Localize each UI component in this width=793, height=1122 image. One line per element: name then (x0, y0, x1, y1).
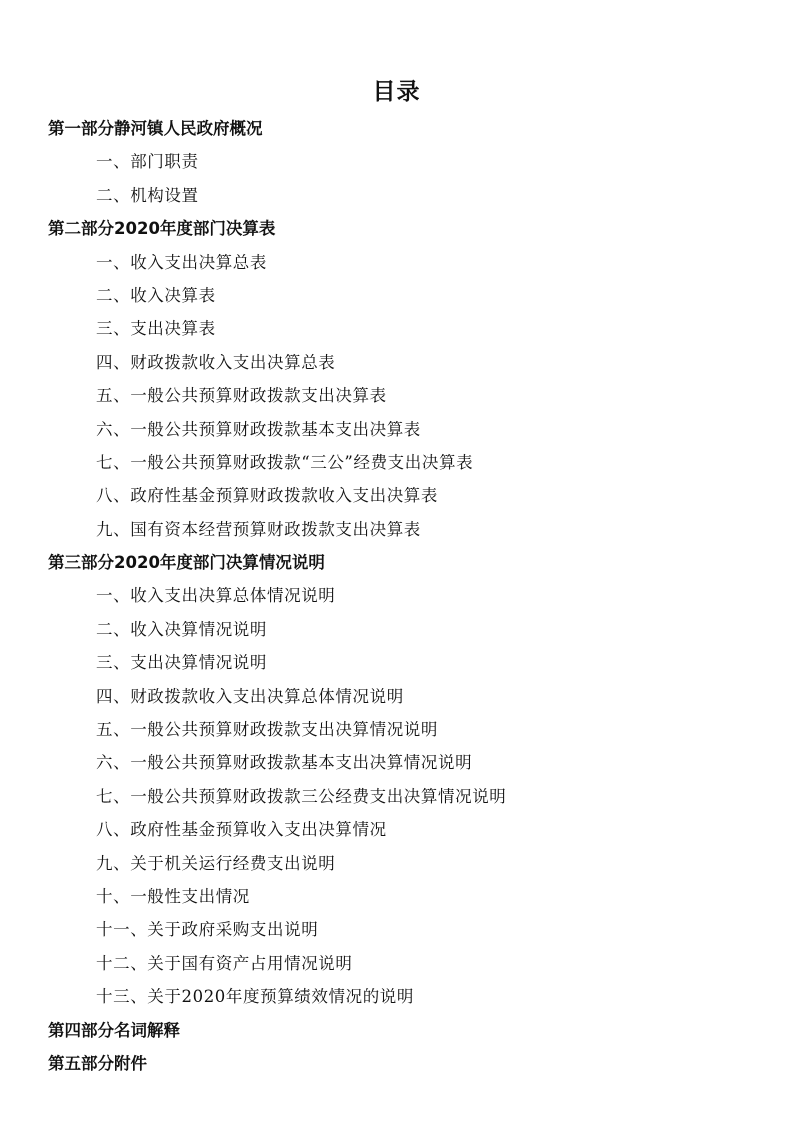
toc-entry: 十二、关于国有资产占用情况说明 (96, 953, 353, 973)
toc-entry: 十三、关于2020年度预算绩效情况的说明 (96, 987, 414, 1007)
toc-part-heading: 第三部分2020年度部门决算情况说明 (48, 553, 325, 573)
toc-entry: 一、收入支出决算总表 (96, 252, 267, 272)
toc-entry: 九、关于机关运行经费支出说明 (96, 853, 336, 873)
toc-entry: 九、国有资本经营预算财政拨款支出决算表 (96, 519, 421, 539)
toc-entry: 一、部门职责 (96, 152, 199, 172)
toc-part-heading: 第四部分名词解释 (48, 1020, 180, 1040)
toc-entry: 六、一般公共预算财政拨款基本支出决算表 (96, 419, 421, 439)
toc-entry: 三、支出决算情况说明 (96, 653, 267, 673)
toc-entry: 四、财政拨款收入支出决算总体情况说明 (96, 686, 404, 706)
toc-entry: 六、一般公共预算财政拨款基本支出决算情况说明 (96, 753, 473, 773)
toc-entry: 五、一般公共预算财政拨款支出决算表 (96, 386, 387, 406)
toc-entry: 二、收入决算情况说明 (96, 619, 267, 639)
toc-entry: 四、财政拨款收入支出决算总表 (96, 352, 336, 372)
table-of-contents (0, 112, 793, 1080)
toc-entry: 十一、关于政府采购支出说明 (96, 920, 319, 940)
toc-entry: 八、政府性基金预算财政拨款收入支出决算表 (96, 486, 438, 506)
toc-part-heading: 第二部分2020年度部门决算表 (48, 219, 276, 239)
toc-entry: 三、支出决算表 (96, 319, 216, 339)
toc-entry: 七、一般公共预算财政拨款“三公”经费支出决算表 (96, 452, 474, 472)
toc-part-heading: 第一部分静河镇人民政府概况 (48, 119, 263, 138)
toc-part-heading: 第五部分附件 (48, 1053, 147, 1073)
toc-entry: 八、政府性基金预算收入支出决算情况 (96, 820, 387, 840)
toc-entry: 五、一般公共预算财政拨款支出决算情况说明 (96, 720, 438, 740)
toc-entry: 二、机构设置 (96, 185, 199, 205)
toc-entry: 一、收入支出决算总体情况说明 (96, 586, 336, 606)
toc-entry: 十、一般性支出情况 (96, 886, 250, 906)
toc-entry: 七、一般公共预算财政拨款三公经费支出决算情况说明 (96, 786, 507, 806)
toc-entry: 二、收入决算表 (96, 285, 216, 305)
page-title: 目录 (372, 79, 421, 105)
